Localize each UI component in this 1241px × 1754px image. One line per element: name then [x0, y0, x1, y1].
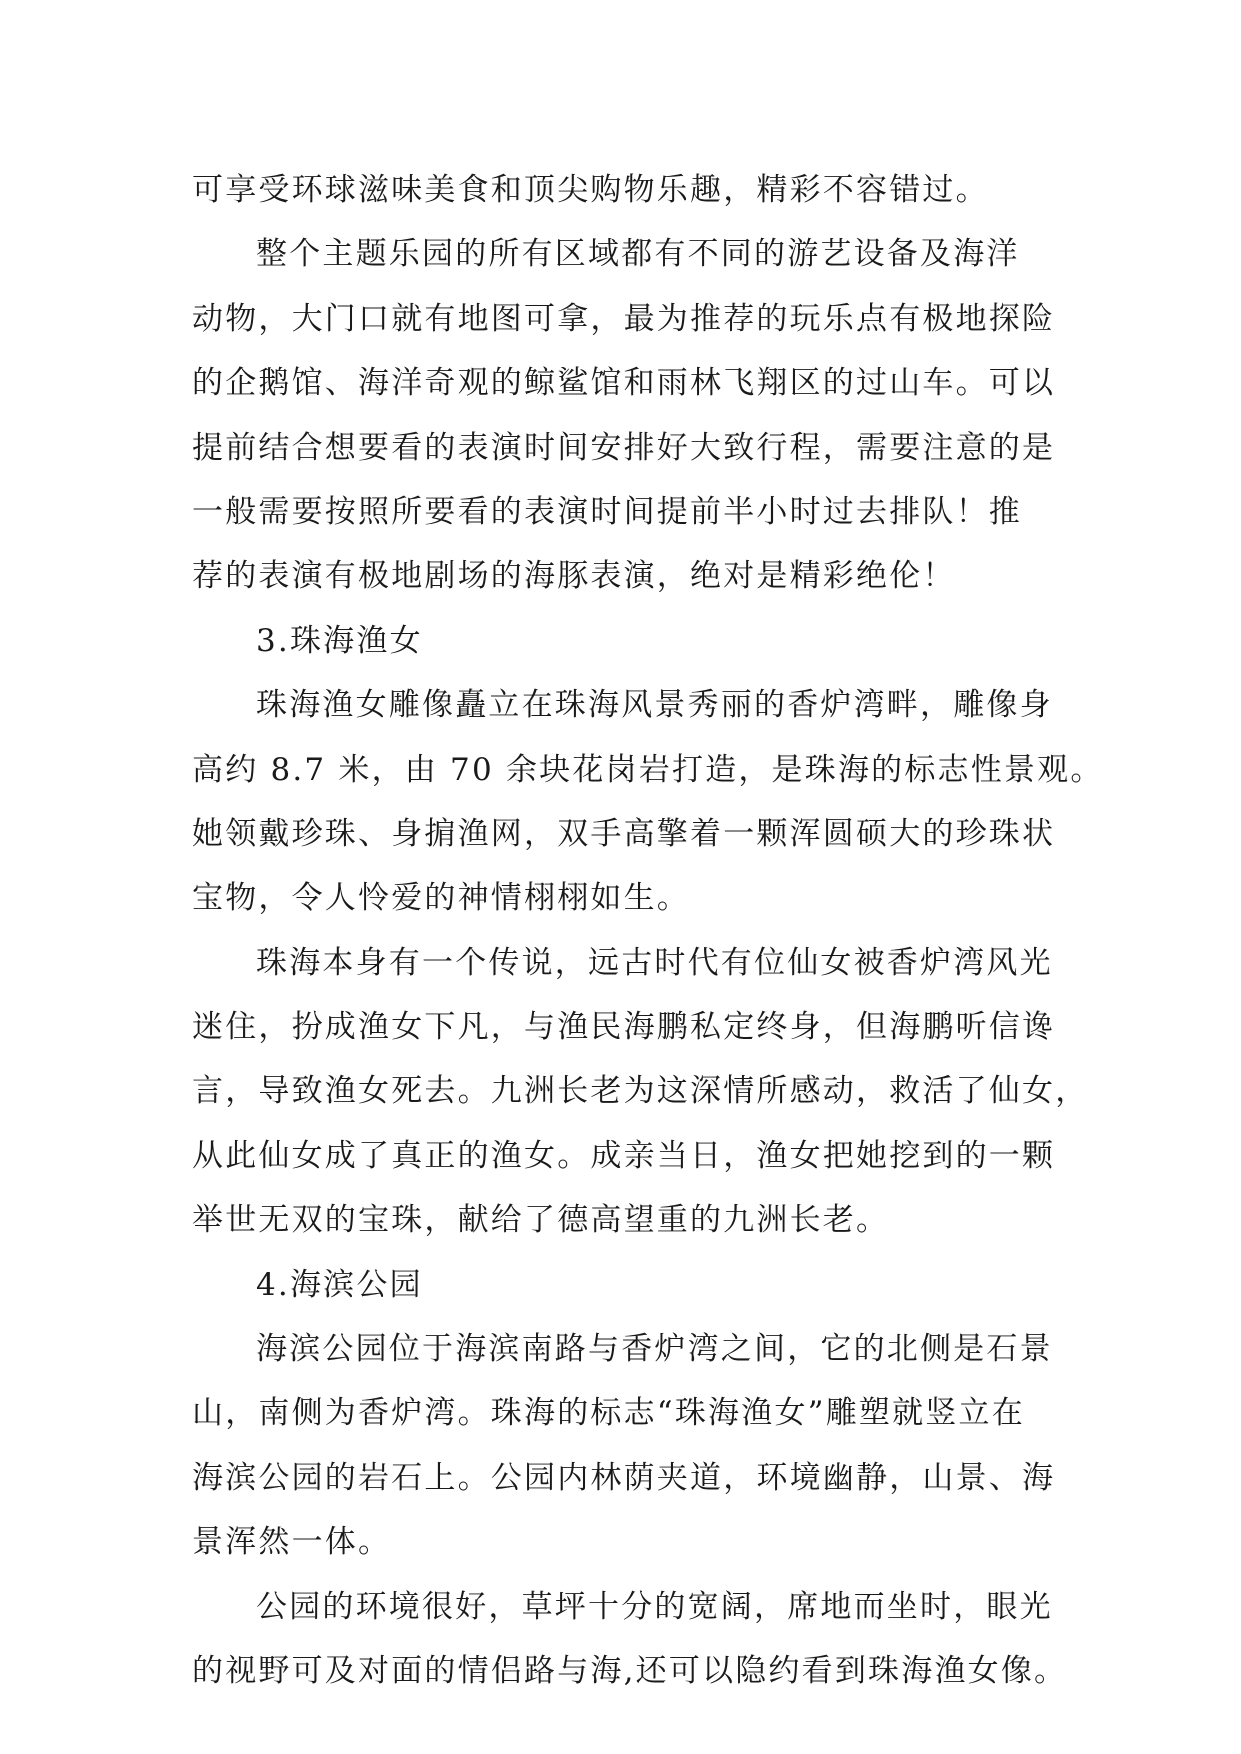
text-line: 高约 8.7 米，由 70 余块花岗岩打造，是珠海的标志性景观。 — [192, 751, 1104, 788]
section-heading: 3.珠海渔女 — [256, 622, 423, 659]
document-body — [192, 158, 1104, 1703]
text-line: 的企鹅馆、海洋奇观的鲸鲨馆和雨林飞翔区的过山车。可以 — [192, 365, 1056, 402]
text-line: 珠海渔女雕像矗立在珠海风景秀丽的香炉湾畔，雕像身 — [256, 687, 1053, 724]
section-heading: 4.海滨公园 — [256, 1266, 423, 1303]
text-line: 从此仙女成了真正的渔女。成亲当日，渔女把她挖到的一颗 — [192, 1137, 1056, 1174]
text-line: 公园的环境很好，草坪十分的宽阔，席地而坐时，眼光 — [256, 1588, 1053, 1625]
text-line: 珠海本身有一个传说，远古时代有位仙女被香炉湾风光 — [256, 944, 1053, 981]
text-line: 景浑然一体。 — [192, 1524, 392, 1561]
text-line: 山，南侧为香炉湾。珠海的标志“珠海渔女”雕塑就竖立在 — [192, 1395, 1025, 1432]
text-line: 迷住，扮成渔女下凡，与渔民海鹏私定终身，但海鹏听信谗 — [192, 1009, 1056, 1046]
text-line: 海滨公园位于海滨南路与香炉湾之间，它的北侧是石景 — [256, 1331, 1053, 1368]
text-line: 举世无双的宝珠，献给了德高望重的九洲长老。 — [192, 1202, 890, 1239]
text-line: 言，导致渔女死去。九洲长老为这深情所感动，救活了仙女， — [192, 1073, 1089, 1110]
text-line: 一般需要按照所要看的表演时间提前半小时过去排队！推 — [192, 493, 1022, 530]
text-line: 可享受环球滋味美食和顶尖购物乐趣，精彩不容错过。 — [192, 172, 989, 208]
text-line: 海滨公园的岩石上。公园内林荫夹道，环境幽静，山景、海 — [192, 1459, 1056, 1496]
text-line: 整个主题乐园的所有区域都有不同的游艺设备及海洋 — [256, 236, 1020, 273]
text-line: 宝物，令人怜爱的神情栩栩如生。 — [192, 880, 690, 917]
text-line: 提前结合想要看的表演时间安排好大致行程，需要注意的是 — [192, 429, 1056, 466]
text-line: 动物，大门口就有地图可拿，最为推荐的玩乐点有极地探险 — [192, 300, 1056, 337]
text-line: 她领戴珍珠、身掮渔网，双手高擎着一颗浑圆硕大的珍珠状 — [192, 815, 1056, 852]
text-line: 的视野可及对面的情侣路与海,还可以隐约看到珠海渔女像。 — [192, 1652, 1068, 1689]
text-line: 荐的表演有极地剧场的海豚表演，绝对是精彩绝伦！ — [192, 558, 956, 595]
